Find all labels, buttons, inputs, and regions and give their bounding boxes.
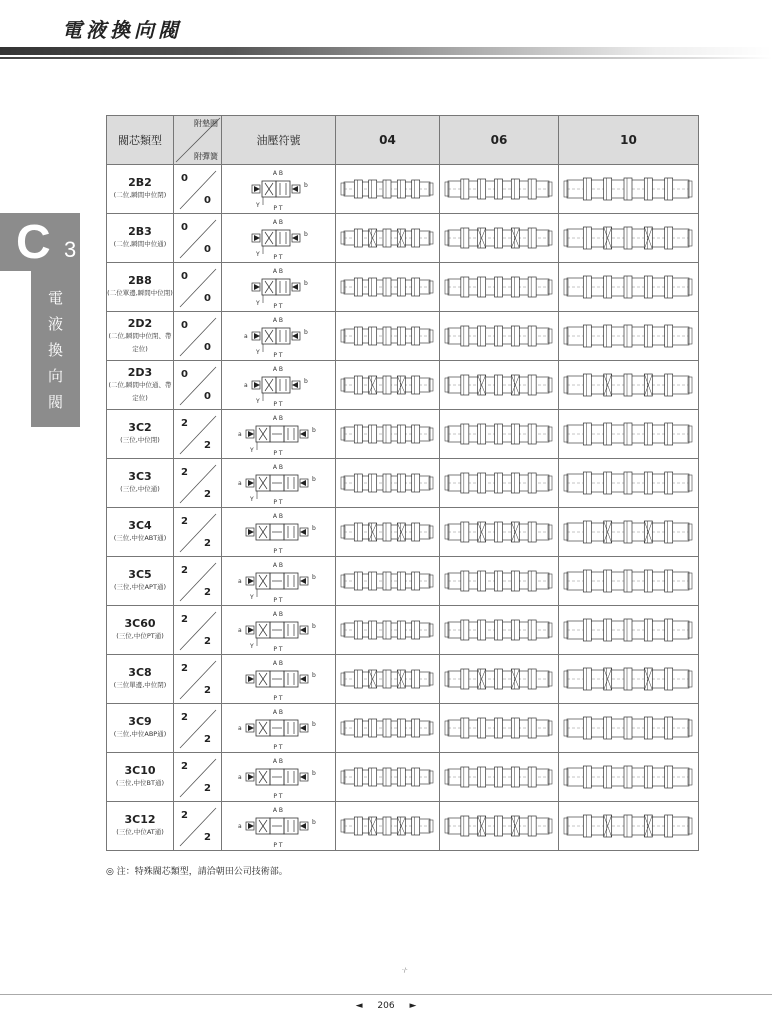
spool-drawing-cell-06 bbox=[440, 410, 559, 459]
spool-drawing-cell-04 bbox=[336, 361, 440, 410]
table-row bbox=[107, 606, 699, 655]
svg-text:b: b bbox=[312, 819, 316, 826]
svg-text:A B: A B bbox=[272, 219, 284, 226]
spool-drawing bbox=[336, 753, 438, 801]
spring-value: 2 bbox=[204, 489, 211, 500]
header-seat: 附墊圈 bbox=[194, 119, 218, 128]
spool-drawing-cell-10 bbox=[559, 165, 699, 214]
svg-text:A B: A B bbox=[272, 513, 284, 520]
spool-type-cell bbox=[107, 508, 174, 557]
symbol-cell bbox=[222, 655, 336, 704]
spool-description: (三位,中位AT通) bbox=[116, 828, 164, 836]
svg-text:b: b bbox=[312, 721, 316, 728]
svg-text:b: b bbox=[304, 182, 308, 189]
spool-drawing bbox=[440, 361, 557, 409]
svg-text:A B: A B bbox=[272, 317, 284, 324]
svg-text:Y: Y bbox=[250, 594, 254, 601]
spool-type-cell bbox=[107, 557, 174, 606]
spring-value: 2 bbox=[204, 685, 211, 696]
spool-code: 3C2 bbox=[128, 421, 152, 434]
hydraulic-symbol bbox=[222, 802, 334, 850]
spool-drawing-cell-10 bbox=[559, 508, 699, 557]
svg-text:a: a bbox=[238, 774, 242, 781]
header-size-10: 10 bbox=[559, 116, 699, 165]
spring-value: 0 bbox=[204, 342, 211, 353]
page-number: 206 bbox=[377, 1001, 395, 1011]
page-title: 電液換向閥 bbox=[62, 18, 182, 42]
seat-spring-cell bbox=[174, 263, 222, 312]
header-bar bbox=[0, 44, 772, 62]
spool-drawing-cell-06 bbox=[440, 312, 559, 361]
spring-value: 2 bbox=[204, 734, 211, 745]
svg-text:a: a bbox=[238, 823, 242, 830]
spring-value: 0 bbox=[204, 293, 211, 304]
spool-drawing-cell-06 bbox=[440, 508, 559, 557]
svg-text:A B: A B bbox=[272, 366, 284, 373]
header-size-04: 04 bbox=[336, 116, 440, 165]
svg-text:b: b bbox=[312, 427, 316, 434]
symbol-cell bbox=[222, 165, 336, 214]
table-row bbox=[107, 655, 699, 704]
hydraulic-symbol bbox=[222, 410, 334, 458]
table-row bbox=[107, 361, 699, 410]
spool-type-cell bbox=[107, 361, 174, 410]
seat-value: 2 bbox=[181, 614, 188, 625]
svg-text:b: b bbox=[304, 280, 308, 287]
seat-spring-cell bbox=[174, 214, 222, 263]
svg-text:Y: Y bbox=[256, 202, 260, 209]
spool-drawing-cell-10 bbox=[559, 214, 699, 263]
spool-type-cell bbox=[107, 606, 174, 655]
seat-spring-cell bbox=[174, 459, 222, 508]
symbol-cell bbox=[222, 459, 336, 508]
spool-drawing bbox=[336, 557, 438, 605]
spool-drawing bbox=[559, 753, 697, 801]
symbol-cell bbox=[222, 312, 336, 361]
spool-drawing bbox=[559, 459, 697, 507]
spool-code: 2B3 bbox=[128, 225, 152, 238]
table-row bbox=[107, 802, 699, 851]
svg-text:b: b bbox=[304, 378, 308, 385]
hydraulic-symbol bbox=[222, 753, 334, 801]
spool-drawing-cell-04 bbox=[336, 214, 440, 263]
spool-drawing-cell-10 bbox=[559, 312, 699, 361]
side-tab-letter: C bbox=[16, 216, 51, 269]
spring-value: 2 bbox=[204, 440, 211, 451]
seat-spring-cell bbox=[174, 655, 222, 704]
svg-text:Y: Y bbox=[256, 398, 260, 405]
spool-drawing bbox=[336, 165, 438, 213]
svg-text:a: a bbox=[238, 627, 242, 634]
spool-drawing-cell-04 bbox=[336, 802, 440, 851]
symbol-cell bbox=[222, 410, 336, 459]
spool-drawing-cell-06 bbox=[440, 704, 559, 753]
spool-drawing bbox=[440, 606, 557, 654]
hydraulic-symbol bbox=[222, 655, 334, 703]
header-seat-spring bbox=[174, 116, 222, 165]
spool-drawing-cell-06 bbox=[440, 557, 559, 606]
hydraulic-symbol bbox=[222, 312, 334, 360]
svg-text:b: b bbox=[312, 623, 316, 630]
spool-drawing-cell-06 bbox=[440, 361, 559, 410]
hydraulic-symbol bbox=[222, 361, 334, 409]
spool-drawing-cell-06 bbox=[440, 165, 559, 214]
spool-description: (三位,中位PT通) bbox=[116, 632, 164, 640]
symbol-cell bbox=[222, 606, 336, 655]
footer-line bbox=[0, 994, 772, 995]
seat-value: 0 bbox=[181, 369, 188, 380]
spool-type-cell bbox=[107, 214, 174, 263]
svg-text:b: b bbox=[312, 770, 316, 777]
spool-drawing-cell-04 bbox=[336, 312, 440, 361]
seat-value: 2 bbox=[181, 810, 188, 821]
seat-spring-cell bbox=[174, 165, 222, 214]
svg-text:b: b bbox=[312, 672, 316, 679]
spool-drawing bbox=[440, 214, 557, 262]
spool-drawing bbox=[559, 508, 697, 556]
spring-value: 2 bbox=[204, 538, 211, 549]
spool-type-table bbox=[106, 115, 699, 851]
spool-drawing bbox=[440, 410, 557, 458]
seat-value: 0 bbox=[181, 271, 188, 282]
footnote: ◎ 注：特殊閥芯類型，請洽朝田公司技術部。 bbox=[106, 867, 288, 877]
side-tab bbox=[0, 213, 80, 427]
header-size-06: 06 bbox=[440, 116, 559, 165]
svg-text:P T: P T bbox=[273, 254, 283, 261]
svg-text:P T: P T bbox=[273, 303, 283, 310]
spool-drawing-cell-10 bbox=[559, 802, 699, 851]
seat-spring-cell bbox=[174, 410, 222, 459]
spool-code: 3C60 bbox=[124, 617, 156, 630]
spool-drawing-cell-06 bbox=[440, 606, 559, 655]
seat-spring-cell bbox=[174, 508, 222, 557]
spool-drawing bbox=[440, 753, 557, 801]
spool-drawing bbox=[559, 361, 697, 409]
spool-drawing-cell-06 bbox=[440, 263, 559, 312]
table-row bbox=[107, 508, 699, 557]
header-symbol: 油壓符號 bbox=[222, 116, 336, 165]
svg-text:b: b bbox=[304, 231, 308, 238]
svg-text:Y: Y bbox=[256, 251, 260, 258]
symbol-cell bbox=[222, 361, 336, 410]
hydraulic-symbol bbox=[222, 508, 334, 556]
hydraulic-symbol bbox=[222, 214, 334, 262]
svg-text:a: a bbox=[238, 578, 242, 585]
spool-drawing bbox=[559, 606, 697, 654]
spool-drawing bbox=[440, 459, 557, 507]
spool-type-cell bbox=[107, 655, 174, 704]
spool-drawing bbox=[336, 508, 438, 556]
svg-text:a: a bbox=[238, 725, 242, 732]
spool-code: 3C10 bbox=[124, 764, 156, 777]
table-row bbox=[107, 214, 699, 263]
spool-code: 3C9 bbox=[128, 715, 152, 728]
spool-drawing-cell-10 bbox=[559, 410, 699, 459]
spool-drawing bbox=[559, 312, 697, 360]
spool-type-cell bbox=[107, 802, 174, 851]
spool-description: (三位,中位APT通) bbox=[114, 583, 166, 591]
spool-code: 2B8 bbox=[128, 274, 152, 287]
spool-drawing bbox=[440, 802, 557, 850]
spool-description: (三位,中位通) bbox=[120, 485, 160, 493]
page-number-bar bbox=[0, 1001, 772, 1011]
svg-text:a: a bbox=[238, 480, 242, 487]
spool-drawing-cell-10 bbox=[559, 263, 699, 312]
spring-value: 2 bbox=[204, 587, 211, 598]
seat-spring-cell bbox=[174, 557, 222, 606]
table-row bbox=[107, 704, 699, 753]
header-spring: 附彈簧 bbox=[194, 152, 218, 161]
seat-value: 0 bbox=[181, 222, 188, 233]
table-row bbox=[107, 459, 699, 508]
spool-drawing bbox=[559, 410, 697, 458]
spring-value: 2 bbox=[204, 636, 211, 647]
spool-drawing-cell-10 bbox=[559, 753, 699, 802]
spool-drawing-cell-06 bbox=[440, 459, 559, 508]
spool-drawing-cell-04 bbox=[336, 508, 440, 557]
spool-code: 2D3 bbox=[127, 365, 153, 379]
spool-description: (三位,中位ABT通) bbox=[113, 534, 167, 542]
spool-drawing bbox=[559, 802, 697, 850]
spool-drawing bbox=[559, 165, 697, 213]
spool-type-cell bbox=[107, 410, 174, 459]
svg-text:A B: A B bbox=[272, 807, 284, 814]
table-row bbox=[107, 410, 699, 459]
spool-drawing bbox=[336, 802, 438, 850]
spool-code: 3C3 bbox=[128, 470, 152, 483]
spool-drawing bbox=[440, 557, 557, 605]
spool-type-cell bbox=[107, 165, 174, 214]
svg-text:A B: A B bbox=[272, 464, 284, 471]
svg-text:Y: Y bbox=[250, 496, 254, 503]
spool-drawing bbox=[336, 410, 438, 458]
spool-description: (二位,瞬間中位通、帶定位) bbox=[108, 380, 172, 402]
spool-code: 3C5 bbox=[128, 568, 152, 581]
side-tab-vertical-text: 電 液 換 向 閥 bbox=[47, 289, 63, 411]
svg-text:b: b bbox=[312, 574, 316, 581]
seat-value: 2 bbox=[181, 516, 188, 527]
svg-text:P T: P T bbox=[273, 842, 283, 849]
spool-drawing bbox=[336, 263, 438, 311]
spool-type-cell bbox=[107, 263, 174, 312]
svg-text:P T: P T bbox=[273, 352, 283, 359]
table-row bbox=[107, 312, 699, 361]
svg-text:a: a bbox=[244, 333, 248, 340]
page-mark: ·/· bbox=[402, 967, 408, 974]
spool-drawing-cell-06 bbox=[440, 655, 559, 704]
spool-drawing-cell-04 bbox=[336, 459, 440, 508]
spool-type-cell bbox=[107, 753, 174, 802]
spool-drawing bbox=[440, 655, 557, 703]
spool-drawing-cell-04 bbox=[336, 606, 440, 655]
spool-drawing bbox=[336, 459, 438, 507]
svg-text:A B: A B bbox=[272, 758, 284, 765]
prev-arrow-icon: ◄ bbox=[355, 1001, 363, 1011]
spool-description: (三位單邊,中位閉) bbox=[113, 681, 167, 689]
svg-text:P T: P T bbox=[273, 205, 283, 212]
svg-text:Y: Y bbox=[250, 643, 254, 650]
svg-text:P T: P T bbox=[273, 744, 283, 751]
spring-value: 0 bbox=[204, 244, 211, 255]
svg-text:P T: P T bbox=[273, 401, 283, 408]
spool-drawing-cell-10 bbox=[559, 361, 699, 410]
spool-description: (三位,中位BT通) bbox=[115, 779, 165, 787]
spool-drawing bbox=[559, 214, 697, 262]
svg-text:a: a bbox=[238, 431, 242, 438]
spool-drawing-cell-10 bbox=[559, 655, 699, 704]
spool-drawing bbox=[336, 704, 438, 752]
spool-type-cell bbox=[107, 312, 174, 361]
hydraulic-symbol bbox=[222, 165, 334, 213]
symbol-cell bbox=[222, 508, 336, 557]
seat-value: 2 bbox=[181, 467, 188, 478]
svg-text:b: b bbox=[312, 476, 316, 483]
svg-text:P T: P T bbox=[273, 646, 283, 653]
svg-text:P T: P T bbox=[273, 548, 283, 555]
symbol-cell bbox=[222, 214, 336, 263]
table-row bbox=[107, 557, 699, 606]
svg-text:b: b bbox=[304, 329, 308, 336]
svg-text:A B: A B bbox=[272, 415, 284, 422]
svg-text:A B: A B bbox=[272, 170, 284, 177]
spring-value: 0 bbox=[204, 391, 211, 402]
spool-drawing-cell-06 bbox=[440, 753, 559, 802]
spool-code: 3C8 bbox=[128, 666, 152, 679]
table-row bbox=[107, 753, 699, 802]
spool-drawing bbox=[559, 557, 697, 605]
spool-code: 2B2 bbox=[128, 176, 152, 189]
spool-description: (三位,中位ABP通) bbox=[113, 730, 167, 738]
symbol-cell bbox=[222, 802, 336, 851]
seat-value: 2 bbox=[181, 663, 188, 674]
spool-drawing bbox=[440, 165, 557, 213]
spool-drawing bbox=[440, 704, 557, 752]
svg-text:P T: P T bbox=[273, 499, 283, 506]
svg-text:A B: A B bbox=[272, 611, 284, 618]
spool-drawing-cell-10 bbox=[559, 704, 699, 753]
spool-drawing-cell-06 bbox=[440, 214, 559, 263]
symbol-cell bbox=[222, 263, 336, 312]
svg-text:a: a bbox=[244, 382, 248, 389]
spool-drawing-cell-04 bbox=[336, 165, 440, 214]
spool-drawing-cell-10 bbox=[559, 459, 699, 508]
svg-text:Y: Y bbox=[256, 300, 260, 307]
table-header-row bbox=[107, 116, 699, 165]
seat-value: 2 bbox=[181, 565, 188, 576]
spool-description: (三位,中位閉) bbox=[120, 436, 160, 444]
spool-code: 2D2 bbox=[127, 316, 153, 330]
spool-drawing-cell-04 bbox=[336, 410, 440, 459]
seat-spring-cell bbox=[174, 704, 222, 753]
svg-text:P T: P T bbox=[273, 695, 283, 702]
svg-text:P T: P T bbox=[273, 793, 283, 800]
seat-value: 0 bbox=[181, 320, 188, 331]
spool-description: (二位,瞬間中位閉、帶定位) bbox=[108, 331, 172, 353]
svg-text:A B: A B bbox=[272, 562, 284, 569]
spool-code: 3C12 bbox=[124, 813, 156, 826]
seat-spring-cell bbox=[174, 606, 222, 655]
spool-drawing-cell-04 bbox=[336, 704, 440, 753]
svg-text:P T: P T bbox=[273, 450, 283, 457]
svg-text:P T: P T bbox=[273, 597, 283, 604]
table-row bbox=[107, 165, 699, 214]
spool-drawing bbox=[440, 312, 557, 360]
spool-drawing bbox=[336, 361, 438, 409]
spool-drawing bbox=[336, 312, 438, 360]
spool-drawing-cell-10 bbox=[559, 557, 699, 606]
spool-description: (二位,瞬間中位閉) bbox=[113, 191, 167, 199]
hydraulic-symbol bbox=[222, 459, 334, 507]
seat-value: 2 bbox=[181, 761, 188, 772]
spool-drawing bbox=[559, 655, 697, 703]
spool-drawing bbox=[336, 214, 438, 262]
hydraulic-symbol bbox=[222, 606, 334, 654]
spool-drawing bbox=[336, 655, 438, 703]
seat-value: 2 bbox=[181, 712, 188, 723]
header-spool-type: 閥芯類型 bbox=[107, 116, 174, 165]
spool-drawing bbox=[440, 508, 557, 556]
spool-drawing bbox=[559, 263, 697, 311]
seat-spring-cell bbox=[174, 361, 222, 410]
symbol-cell bbox=[222, 704, 336, 753]
spool-drawing bbox=[559, 704, 697, 752]
svg-text:A B: A B bbox=[272, 660, 284, 667]
symbol-cell bbox=[222, 557, 336, 606]
seat-value: 0 bbox=[181, 173, 188, 184]
spool-drawing-cell-04 bbox=[336, 753, 440, 802]
spool-drawing-cell-06 bbox=[440, 802, 559, 851]
svg-text:b: b bbox=[312, 525, 316, 532]
spool-type-cell bbox=[107, 459, 174, 508]
spool-code: 3C4 bbox=[128, 519, 152, 532]
spool-drawing-cell-10 bbox=[559, 606, 699, 655]
svg-text:Y: Y bbox=[256, 349, 260, 356]
seat-spring-cell bbox=[174, 753, 222, 802]
spool-drawing bbox=[336, 606, 438, 654]
spring-value: 2 bbox=[204, 783, 211, 794]
side-tab-number: 3 bbox=[64, 237, 77, 262]
svg-text:A B: A B bbox=[272, 268, 284, 275]
hydraulic-symbol bbox=[222, 557, 334, 605]
spool-type-cell bbox=[107, 704, 174, 753]
svg-text:A B: A B bbox=[272, 709, 284, 716]
spool-drawing-cell-04 bbox=[336, 655, 440, 704]
spool-description: (二位單邊,瞬間中位閉) bbox=[107, 289, 173, 297]
spool-drawing-cell-04 bbox=[336, 557, 440, 606]
hydraulic-symbol bbox=[222, 263, 334, 311]
seat-spring-cell bbox=[174, 312, 222, 361]
spring-value: 0 bbox=[204, 195, 211, 206]
svg-text:Y: Y bbox=[250, 447, 254, 454]
next-arrow-icon: ► bbox=[409, 1001, 417, 1011]
seat-spring-cell bbox=[174, 802, 222, 851]
hydraulic-symbol bbox=[222, 704, 334, 752]
spool-drawing-cell-04 bbox=[336, 263, 440, 312]
spool-description: (二位,瞬間中位通) bbox=[113, 240, 167, 248]
spring-value: 2 bbox=[204, 832, 211, 843]
table-row bbox=[107, 263, 699, 312]
spool-drawing bbox=[440, 263, 557, 311]
seat-value: 2 bbox=[181, 418, 188, 429]
symbol-cell bbox=[222, 753, 336, 802]
